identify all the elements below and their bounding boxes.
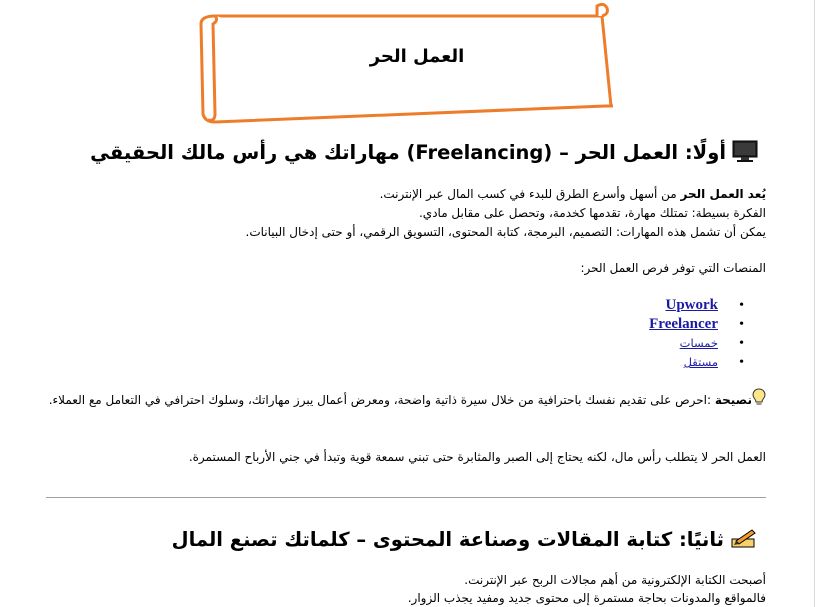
section-1-heading-text: أولًا: العمل الحر – (Freelancing) مهاراتك هي رأس مالك الحقيقي [90, 141, 726, 164]
idea-paragraph: الفكرة بسيطة: تمتلك مهارة، تقدمها كخدمة، وتحصل على مقابل مادي. [418, 206, 766, 220]
skills-paragraph: يمكن أن تشمل هذه المهارات: التصميم، البرمجة، كتابة المحتوى، التسويق الرقمي، أو حتى إدخال البيانات. [245, 225, 766, 239]
section-2-heading [172, 527, 758, 554]
tip-label: نصيحة [714, 393, 752, 407]
list-item [649, 353, 718, 372]
tip-paragraph [44, 388, 766, 413]
closing-paragraph: العمل الحر لا يتطلب رأس مال، لكنه يحتاج إلى الصبر والمثابرة حتى تبني سمعة قوية وتبدأ في جني الأرباح المستمرة. [188, 450, 766, 464]
intro-paragraph [380, 186, 766, 203]
intro-text: من أسهل وأسرع الطرق للبدء في كسب المال عبر الإنترنت. [379, 187, 681, 201]
platform-link-khamsat[interactable]: خمسات [679, 336, 718, 350]
banner-title: العمل الحر [369, 46, 465, 67]
platforms-intro: المنصات التي توفر فرص العمل الحر: [580, 261, 766, 275]
platform-list [649, 296, 718, 372]
computer-monitor-icon [732, 140, 758, 167]
pencil-writing-icon [730, 527, 758, 554]
tip-text: :احرص على تقديم نفسك باحترافية من خلال سيرة ذاتية واضحة، ومعرض أعمال يبرز مهاراتك، وسلوك احترافي في التعامل مع العملاء. [48, 393, 715, 407]
list-item [649, 296, 718, 315]
section-divider [46, 497, 766, 498]
section-1-heading [90, 140, 758, 167]
title-banner [197, 2, 617, 124]
section-2-paragraph-2: فالمواقع والمدونات بحاجة مستمرة إلى محتوى جديد ومفيد يجذب الزوار. [407, 591, 766, 605]
lightbulb-icon [752, 388, 766, 413]
list-item [649, 315, 718, 334]
platform-link-freelancer[interactable]: Freelancer [649, 316, 718, 332]
section-2-heading-text: ثانيًا: كتابة المقالات وصناعة المحتوى – كلماتك تصنع المال [171, 528, 724, 551]
intro-bold-term: يُعد العمل الحر [680, 187, 766, 201]
list-item [649, 334, 718, 353]
platform-link-mostaql[interactable]: مستقل [683, 355, 718, 369]
platform-link-upwork[interactable]: Upwork [665, 297, 718, 313]
section-2-paragraph-1: أصبحت الكتابة الإلكترونية من أهم مجالات الربح عبر الإنترنت. [464, 573, 766, 587]
